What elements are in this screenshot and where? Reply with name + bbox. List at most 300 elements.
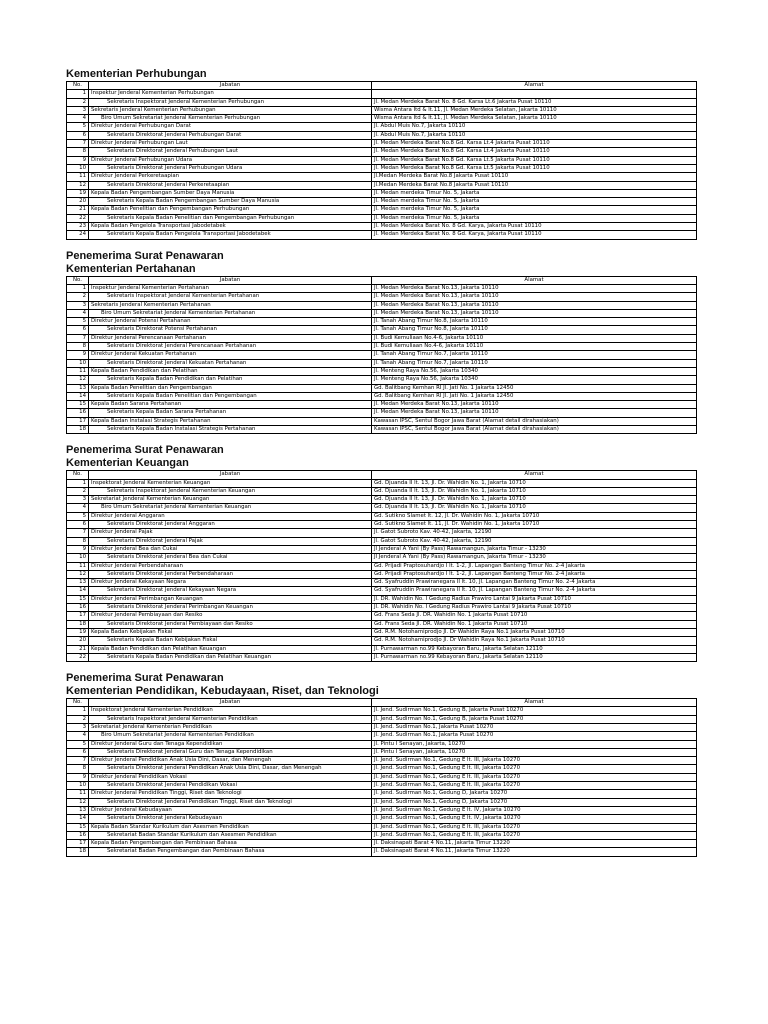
jabatan-cell: Sekretaris Kepala Badan Sarana Pertahanan [89,409,372,417]
alamat-cell: Jl. Jend. Sudirman No.1, Gedung D, Jakarta 10270 [372,790,697,798]
table-row [67,740,697,748]
row-number: 6 [67,326,89,334]
jabatan-cell: Inspektorat Jenderal Kementerian Keuangan [89,479,372,487]
alamat-cell: Gd. Frans Seda Jl. DR. Wahidin No. 1 Jakarta Pusat 10710 [372,612,697,620]
table-row [67,595,697,603]
alamat-cell: Jl. Medan Merdeka Barat No.13, Jakarta 10110 [372,409,697,417]
alamat-cell: Jl. DR. Wahidin No. I Gedung Radius Prawiro Lantai 9 Jakarta Pusat 10710 [372,595,697,603]
alamat-cell: Jl.Medan Merdeka Barat No.8 Jakarta Pusat 10110 [372,173,697,181]
jabatan-cell: Kepala Badan Standar Kurikulum dan Asesmen Pendidikan [89,823,372,831]
alamat-cell: Jl. Budi Kemuliaan No.4-6, Jakarta 10110 [372,343,697,351]
address-table [66,276,697,435]
table-row [67,487,697,495]
jabatan-cell: Sekretaris Direktorat Jenderal Pajak [89,537,372,545]
table-row [67,384,697,392]
alamat-cell: Jl. Tanah Abang Timur No.8, Jakarta 10110 [372,326,697,334]
table-row [67,496,697,504]
table-row [67,815,697,823]
row-number: 18 [67,425,89,433]
jabatan-cell: Kepala Badan Pendidikan dan Pelatihan Keuangan [89,645,372,653]
table-row [67,392,697,400]
jabatan-cell: Direktur Jenderal Bea dan Cukai [89,545,372,553]
table-row [67,848,697,856]
jabatan-cell: Sekretaris Direktorat Jenderal Pendidikan Vokasi [89,782,372,790]
table-row [67,140,697,148]
jabatan-cell: Sekretariat Badan Standar Kurikulum dan Asesmen Pendidikan [89,831,372,839]
jabatan-cell: Sekretaris Kepala Badan Pengembangan Sumber Daya Manusia [89,198,372,206]
column-header-no: No. [67,276,89,284]
table-row [67,579,697,587]
table-header-row [67,276,697,284]
row-number: 17 [67,612,89,620]
jabatan-cell: Sekretaris Direktorat Jenderal Pendidikan Anak Usia Dini, Dasar, dan Menengah [89,765,372,773]
jabatan-cell: Sekretaris Jenderal Kementerian Pertahanan [89,301,372,309]
table-header-row [67,699,697,707]
jabatan-cell: Biro Umum Sekretariat Jenderal Kementerian Pertahanan [89,309,372,317]
jabatan-cell: Direktur Jenderal Kekayaan Negara [89,579,372,587]
table-row [67,173,697,181]
jabatan-cell: Sekretaris Direktorat Jenderal Perencanaan Pertahanan [89,343,372,351]
address-table [66,81,697,240]
alamat-cell: Kawasan IPSC, Sentul Bogor Jawa Barat (Alamat detail dirahasiakan) [372,425,697,433]
table-row [67,351,697,359]
row-number: 20 [67,198,89,206]
jabatan-cell: Sekretaris Direktorat Jenderal Kekuatan Pertahanan [89,359,372,367]
table-row [67,401,697,409]
jabatan-cell: Direktur Jenderal Kebudayaan [89,806,372,814]
jabatan-cell: Biro Umum Sekretariat Jenderal Kementerian Keuangan [89,504,372,512]
jabatan-cell: Direktur Jenderal Perhubungan Laut [89,140,372,148]
table-row [67,724,697,732]
alamat-cell: Jl. Jend. Sudirman No.1, Gedung E lt. III, Jakarta 10270 [372,757,697,765]
row-number: 20 [67,637,89,645]
section [66,250,696,435]
jabatan-cell: Kepala Badan Pengembangan dan Pembinaan Bahasa [89,840,372,848]
column-header-no: No. [67,699,89,707]
alamat-cell: Jl. Gatot Subroto Kav. 40-42, Jakarta, 12190 [372,529,697,537]
alamat-cell: Jl. Jend. Sudirman No.1, Gedung E lt. IV, Jakarta 10270 [372,815,697,823]
alamat-cell: Jl. Purnawarman no.99 Kebayoran Baru, Jakarta Selatan 12110 [372,645,697,653]
alamat-cell: Gd. Syafruddin Prawiranegara II lt. 10, Jl. Lapangan Banteng Timur No. 2-4 Jakarta [372,587,697,595]
jabatan-cell: Kepala Badan Penelitian dan Pengembangan [89,384,372,392]
alamat-cell: Jl. Tanah Abang Timur No.7, Jakarta 10110 [372,351,697,359]
section [66,68,696,240]
alamat-cell: Jl. Tanah Abang Timur No.8, Jakarta 10110 [372,318,697,326]
table-row [67,707,697,715]
table-header-row [67,82,697,90]
row-number: 7 [67,757,89,765]
row-number: 11 [67,790,89,798]
jabatan-cell: Sekretaris Inspektorat Jenderal Kementerian Pertahanan [89,293,372,301]
jabatan-cell: Sekretaris Direktorat Jenderal Bea dan Cukai [89,554,372,562]
row-number: 15 [67,823,89,831]
table-row [67,604,697,612]
alamat-cell: Jl. Menteng Raya No.56, Jakarta 10340 [372,376,697,384]
section [66,444,696,662]
table-row [67,732,697,740]
alamat-cell: Jl. Daksinapati Barat 4 No.11, Jakarta Timur 13220 [372,840,697,848]
row-number: 10 [67,359,89,367]
table-row [67,782,697,790]
table-row [67,840,697,848]
table-row [67,164,697,172]
table-row [67,645,697,653]
table-row [67,765,697,773]
row-number: 21 [67,206,89,214]
alamat-cell: Gd. Djuanda II lt. 13, Jl. Dr. Wahidin No. 1, Jakarta 10710 [372,479,697,487]
table-row [67,773,697,781]
jabatan-cell: Direktur Jenderal Guru dan Tenaga Kependidikan [89,740,372,748]
row-number: 16 [67,409,89,417]
jabatan-cell: Sekretaris Kepala Badan Kebijakan Fiskal [89,637,372,645]
table-row [67,376,697,384]
column-header-alamat: Alamat [372,82,697,90]
row-number: 22 [67,653,89,661]
row-number: 24 [67,231,89,239]
alamat-cell: Gd. Djuanda II lt. 13, Jl. Dr. Wahidin No. 1, Jakarta 10710 [372,487,697,495]
table-row [67,504,697,512]
row-number: 5 [67,740,89,748]
row-number: 9 [67,773,89,781]
alamat-cell: Jl. Medan Merdeka Barat No.8 Gd. Karsa Lt.4 Jakarta Pusat 10110 [372,148,697,156]
row-number: 1 [67,90,89,98]
row-number: 4 [67,732,89,740]
row-number: 15 [67,401,89,409]
document [66,68,696,867]
alamat-cell: Jl. Medan merdeka Timur No. 5, Jakarta [372,214,697,222]
table-row [67,831,697,839]
jabatan-cell: Kepala Badan Pengembangan Sumber Daya Manusia [89,189,372,197]
row-number: 3 [67,301,89,309]
jabatan-cell: Sekretaris Direktorat Jenderal Perhubungan Darat [89,131,372,139]
alamat-cell: Jl. Medan Merdeka Barat No.8 Gd. Karsa Lt.4 Jakarta Pusat 10110 [372,140,697,148]
row-number: 2 [67,715,89,723]
table-row [67,231,697,239]
alamat-cell: Gd. Sutikno Slamet lt. 11, Jl. Dr. Wahidin No. 1, Jakarta 10710 [372,521,697,529]
jabatan-cell: Sekretaris Direktorat Jenderal Pendidikan Tinggi, Riset dan Teknologi [89,798,372,806]
table-row [67,545,697,553]
column-header-no: No. [67,82,89,90]
alamat-cell: Jl. Jend. Sudirman No.1, Gedung E lt. III, Jakarta 10270 [372,831,697,839]
alamat-cell: Jl. Jend. Sudirman No.1, Gedung E lt. III, Jakarta 10270 [372,823,697,831]
table-row [67,301,697,309]
row-number: 4 [67,115,89,123]
section-subheading: Penemerima Surat Penawaran [66,249,224,262]
alamat-cell: Gd. R.M. Notohamiprodjo Jl. Dr Wahidin Raya No.1 Jakarta Pusat 10710 [372,628,697,636]
table-row [67,562,697,570]
alamat-cell: Jl. Abdul Muis No.7, Jakarta 10110 [372,131,697,139]
row-number: 7 [67,140,89,148]
row-number: 15 [67,595,89,603]
alamat-cell: Gd. Balitbang Kemhan RI Jl. Jati No. 1 Jakarta 12450 [372,384,697,392]
alamat-cell: Jl. Jend. Sudirman No.1, Gedung E lt. III, Jakarta 10270 [372,773,697,781]
alamat-cell: Gd. Prijadi Praptosuhardjo I lt. 1-2, Jl. Lapangan Banteng Timur No. 2-4 Jakarta [372,562,697,570]
row-number: 5 [67,123,89,131]
table-row [67,823,697,831]
row-number: 16 [67,831,89,839]
row-number: 5 [67,512,89,520]
jabatan-cell: Sekretaris Jenderal Kementerian Perhubungan [89,106,372,114]
table-row [67,90,697,98]
alamat-cell: Jl Jenderal A Yani (By Pass) Rawamangun, Jakarta Timur - 13230 [372,545,697,553]
alamat-cell: Gd. Sutikno Slamet lt. 12, Jl. Dr. Wahidin No. 1, Jakarta 10710 [372,512,697,520]
table-row [67,309,697,317]
jabatan-cell: Direktur Jenderal Pajak [89,529,372,537]
jabatan-cell: Sekretaris Inspektorat Jenderal Kementerian Pendidikan [89,715,372,723]
jabatan-cell: Sekretariat Jenderal Kementerian Keuangan [89,496,372,504]
alamat-cell: Jl. Jend. Sudirman No.1, Gedung E lt. III, Jakarta 10270 [372,782,697,790]
row-number: 3 [67,106,89,114]
table-row [67,214,697,222]
table-row [67,148,697,156]
row-number: 8 [67,537,89,545]
row-number: 1 [67,284,89,292]
row-number: 3 [67,724,89,732]
alamat-cell: Jl. Menteng Raya No.56, Jakarta 10340 [372,367,697,375]
row-number: 17 [67,840,89,848]
row-number: 11 [67,562,89,570]
jabatan-cell: Biro Umum Sekretariat Jenderal Kementerian Pendidikan [89,732,372,740]
jabatan-cell: Sekretaris Inspektorat Jenderal Kementerian Keuangan [89,487,372,495]
jabatan-cell: Sekretaris Direktorat Jenderal Perhubungan Laut [89,148,372,156]
table-row [67,359,697,367]
row-number: 6 [67,521,89,529]
table-row [67,612,697,620]
alamat-cell: Wisma Antara Itd & lt.11, Jl. Medan Merdeka Selatan, Jakarta 10110 [372,106,697,114]
alamat-cell: Jl. DR. Wahidin No. I Gedung Radius Prawiro Lantai 9 Jakarta Pusat 10710 [372,604,697,612]
row-number: 13 [67,806,89,814]
alamat-cell: Gd. Balitbang Kemhan RI Jl. Jati No. 1 Jakarta 12450 [372,392,697,400]
alamat-cell: Gd. Frans Seda Jl. DR. Wahidin No. 1 Jakarta Pusat 10710 [372,620,697,628]
table-row [67,529,697,537]
jabatan-cell: Direktur Jenderal Pendidikan Tinggi, Riset dan Teknologi [89,790,372,798]
alamat-cell: Jl. Medan Merdeka Barat No.13, Jakarta 10110 [372,293,697,301]
table-row [67,715,697,723]
jabatan-cell: Direktur Jenderal Perencanaan Pertahanan [89,334,372,342]
row-number: 16 [67,604,89,612]
section-title: Kementerian Perhubungan [66,68,207,80]
jabatan-cell: Direktur Jenderal Potensi Pertahanan [89,318,372,326]
jabatan-cell: Direktur Jenderal Pendidikan Vokasi [89,773,372,781]
alamat-cell: Jl. Medan Merdeka Barat No.13, Jakarta 10110 [372,284,697,292]
alamat-cell: Gd. Djuanda II lt. 13, Jl. Dr. Wahidin No. 1, Jakarta 10710 [372,504,697,512]
jabatan-cell: Sekretaris Direktorat Jenderal Pembiayaan dan Resiko [89,620,372,628]
row-number: 9 [67,351,89,359]
row-number: 18 [67,620,89,628]
row-number: 22 [67,214,89,222]
row-number: 11 [67,173,89,181]
jabatan-cell: Kepala Badan Penelitian dan Pengembangan Perhubungan [89,206,372,214]
row-number: 1 [67,707,89,715]
alamat-cell: Jl. Medan Merdeka Barat No. 8 Gd. Karsa Lt.6 Jakarta Pusat 10110 [372,98,697,106]
alamat-cell: Jl. Jend. Sudirman No.1, Gedung E lt. III, Jakarta 10270 [372,765,697,773]
column-header-alamat: Alamat [372,471,697,479]
jabatan-cell: Kepala Badan Instalasi Strategis Pertahanan [89,417,372,425]
row-number: 7 [67,334,89,342]
table-row [67,521,697,529]
column-header-jabatan: Jabatan [89,471,372,479]
row-number: 8 [67,343,89,351]
jabatan-cell: Sekretaris Direktorat Jenderal Perkeretaapian [89,181,372,189]
alamat-cell: Jl. Jend. Sudirman No.1, Gedung B, Jakarta Pusat 10270 [372,715,697,723]
table-row [67,326,697,334]
alamat-cell [372,90,697,98]
alamat-cell: Jl. Abdul Muis No.7, Jakarta 10110 [372,123,697,131]
jabatan-cell: Direktur Jenderal Perhubungan Darat [89,123,372,131]
section-title: Kementerian Pendidikan, Kebudayaan, Riset, dan Teknologi [66,685,379,698]
alamat-cell: Jl. Medan Merdeka Barat No.8 Gd. Karsa Lt.5 Jakarta Pusat 10110 [372,164,697,172]
table-row [67,479,697,487]
table-row [67,318,697,326]
row-number: 23 [67,223,89,231]
table-row [67,106,697,114]
jabatan-cell: Direktur Jenderal Perbendaharaan [89,562,372,570]
table-row [67,512,697,520]
jabatan-cell: Direktur Jenderal Perhubungan Udara [89,156,372,164]
row-number: 19 [67,628,89,636]
alamat-cell: Jl Jenderal A Yani (By Pass) Rawamangun, Jakarta Timur - 13230 [372,554,697,562]
table-row [67,189,697,197]
row-number: 7 [67,529,89,537]
row-number: 3 [67,496,89,504]
jabatan-cell: Kepala Badan Pendidikan dan Pelatihan [89,367,372,375]
table-row [67,798,697,806]
table-row [67,587,697,595]
row-number: 12 [67,376,89,384]
row-number: 9 [67,545,89,553]
jabatan-cell: Inspektorat Jenderal Kementerian Pendidikan [89,707,372,715]
jabatan-cell: Sekretariat Jenderal Kementerian Pendidikan [89,724,372,732]
jabatan-cell: Kepala Badan Sarana Pertahanan [89,401,372,409]
table-row [67,343,697,351]
alamat-cell: Gd. Djuanda II lt. 13, Jl. Dr. Wahidin No. 1, Jakarta 10710 [372,496,697,504]
jabatan-cell: Sekretaris Kepala Badan Penelitian dan Pengembangan [89,392,372,400]
row-number: 10 [67,782,89,790]
alamat-cell: Jl. Daksinapati Barat 4 No.11, Jakarta Timur 13220 [372,848,697,856]
jabatan-cell: Sekretaris Direktorat Jenderal Guru dan Tenaga Kependidikan [89,748,372,756]
jabatan-cell: Sekretaris Kepala Badan Pendidikan dan Pelatihan [89,376,372,384]
row-number: 4 [67,504,89,512]
row-number: 12 [67,798,89,806]
alamat-cell: Jl. Budi Kemuliaan No.4-6, Jakarta 10110 [372,334,697,342]
jabatan-cell: Direktur Jenderal Perimbangan Keuangan [89,595,372,603]
table-row [67,223,697,231]
row-number: 6 [67,748,89,756]
table-row [67,206,697,214]
row-number: 14 [67,815,89,823]
table-row [67,115,697,123]
row-number: 10 [67,164,89,172]
row-number: 1 [67,479,89,487]
alamat-cell: Jl.Medan Merdeka Barat No.8 Jakarta Pusat 10110 [372,181,697,189]
column-header-alamat: Alamat [372,276,697,284]
jabatan-cell: Sekretaris Inspektorat Jenderal Kementerian Perhubungan [89,98,372,106]
table-row [67,425,697,433]
row-number: 8 [67,148,89,156]
table-row [67,367,697,375]
alamat-cell: Jl. Jend. Sudirman No.1, Jakarta Pusat 10270 [372,724,697,732]
table-row [67,554,697,562]
table-row [67,284,697,292]
row-number: 2 [67,487,89,495]
table-row [67,537,697,545]
alamat-cell: Jl. Tanah Abang Timur No.7, Jakarta 10110 [372,359,697,367]
alamat-cell: Jl. Medan Merdeka Barat No. 8 Gd. Karya, Jakarta Pusat 10110 [372,223,697,231]
row-number: 2 [67,293,89,301]
alamat-cell: Jl. Medan Merdeka Barat No.13, Jakarta 10110 [372,401,697,409]
jabatan-cell: Sekretariat Badan Pengembangan dan Pembinaan Bahasa [89,848,372,856]
section [66,672,696,857]
table-row [67,156,697,164]
row-number: 5 [67,318,89,326]
table-row [67,790,697,798]
row-number: 12 [67,570,89,578]
table-row [67,123,697,131]
row-number: 9 [67,156,89,164]
alamat-cell: Jl. Medan merdeka Timur No. 5, Jakarta [372,206,697,214]
address-table [66,698,697,857]
jabatan-cell: Direktur Jenderal Anggaran [89,512,372,520]
jabatan-cell: Direktur Jenderal Pendidikan Anak Usia Dini, Dasar, dan Menengah [89,757,372,765]
row-number: 19 [67,189,89,197]
section-title: Kementerian Pertahanan [66,262,196,275]
jabatan-cell: Sekretaris Direktorat Jenderal Perimbangan Keuangan [89,604,372,612]
jabatan-cell: Sekretaris Kepala Badan Instalasi Strategis Pertahanan [89,425,372,433]
alamat-cell: Jl. Medan Merdeka Barat No.13, Jakarta 10110 [372,309,697,317]
table-row [67,620,697,628]
jabatan-cell: Direktur Jenderal Perkeretaapian [89,173,372,181]
column-header-jabatan: Jabatan [89,699,372,707]
row-number: 13 [67,579,89,587]
address-table [66,470,697,662]
jabatan-cell: Sekretaris Direktorat Jenderal Kekayaan Negara [89,587,372,595]
section-subheading: Penemerima Surat Penawaran [66,672,224,685]
jabatan-cell: Sekretaris Kepala Badan Penelitian dan Pengembangan Perhubungan [89,214,372,222]
alamat-cell: Jl. Pintu I Senayan, Jakarta, 10270 [372,740,697,748]
jabatan-cell: Biro Umum Sekretariat Jenderal Kementerian Perhubungan [89,115,372,123]
alamat-cell: Jl. Medan Merdeka Barat No. 8 Gd. Karya, Jakarta Pusat 10110 [372,231,697,239]
table-row [67,653,697,661]
table-row [67,181,697,189]
alamat-cell: Jl. Jend. Sudirman No.1, Gedung D, Jakarta 10270 [372,798,697,806]
table-row [67,570,697,578]
jabatan-cell: Kepala Badan Kebijakan Fiskal [89,628,372,636]
alamat-cell: Kawasan IPSC, Sentul Bogor Jawa Barat (Alamat detail dirahasiakan) [372,417,697,425]
column-header-jabatan: Jabatan [89,276,372,284]
alamat-cell: Jl. Gatot Subroto Kav. 40-42, Jakarta, 12190 [372,537,697,545]
jabatan-cell: Inspektur Jenderal Kementerian Perhubungan [89,90,372,98]
table-row [67,806,697,814]
table-row [67,637,697,645]
row-number: 18 [67,848,89,856]
jabatan-cell: Sekretaris Direktorat Jenderal Anggaran [89,521,372,529]
alamat-cell: Wisma Antara Itd & lt.11, Jl. Medan Merdeka Selatan, Jakarta 10110 [372,115,697,123]
row-number: 2 [67,98,89,106]
alamat-cell: Jl. Medan merdeka Timur No. 5, Jakarta [372,189,697,197]
table-row [67,409,697,417]
row-number: 17 [67,417,89,425]
row-number: 4 [67,309,89,317]
column-header-no: No. [67,471,89,479]
table-header-row [67,471,697,479]
table-row [67,131,697,139]
jabatan-cell: Inspektur Jenderal Kementerian Pertahanan [89,284,372,292]
row-number: 13 [67,384,89,392]
row-number: 14 [67,587,89,595]
row-number: 11 [67,367,89,375]
alamat-cell: Gd. R.M. Notohamiprodjo Jl. Dr Wahidin Raya No.1 Jakarta Pusat 10710 [372,637,697,645]
table-row [67,417,697,425]
